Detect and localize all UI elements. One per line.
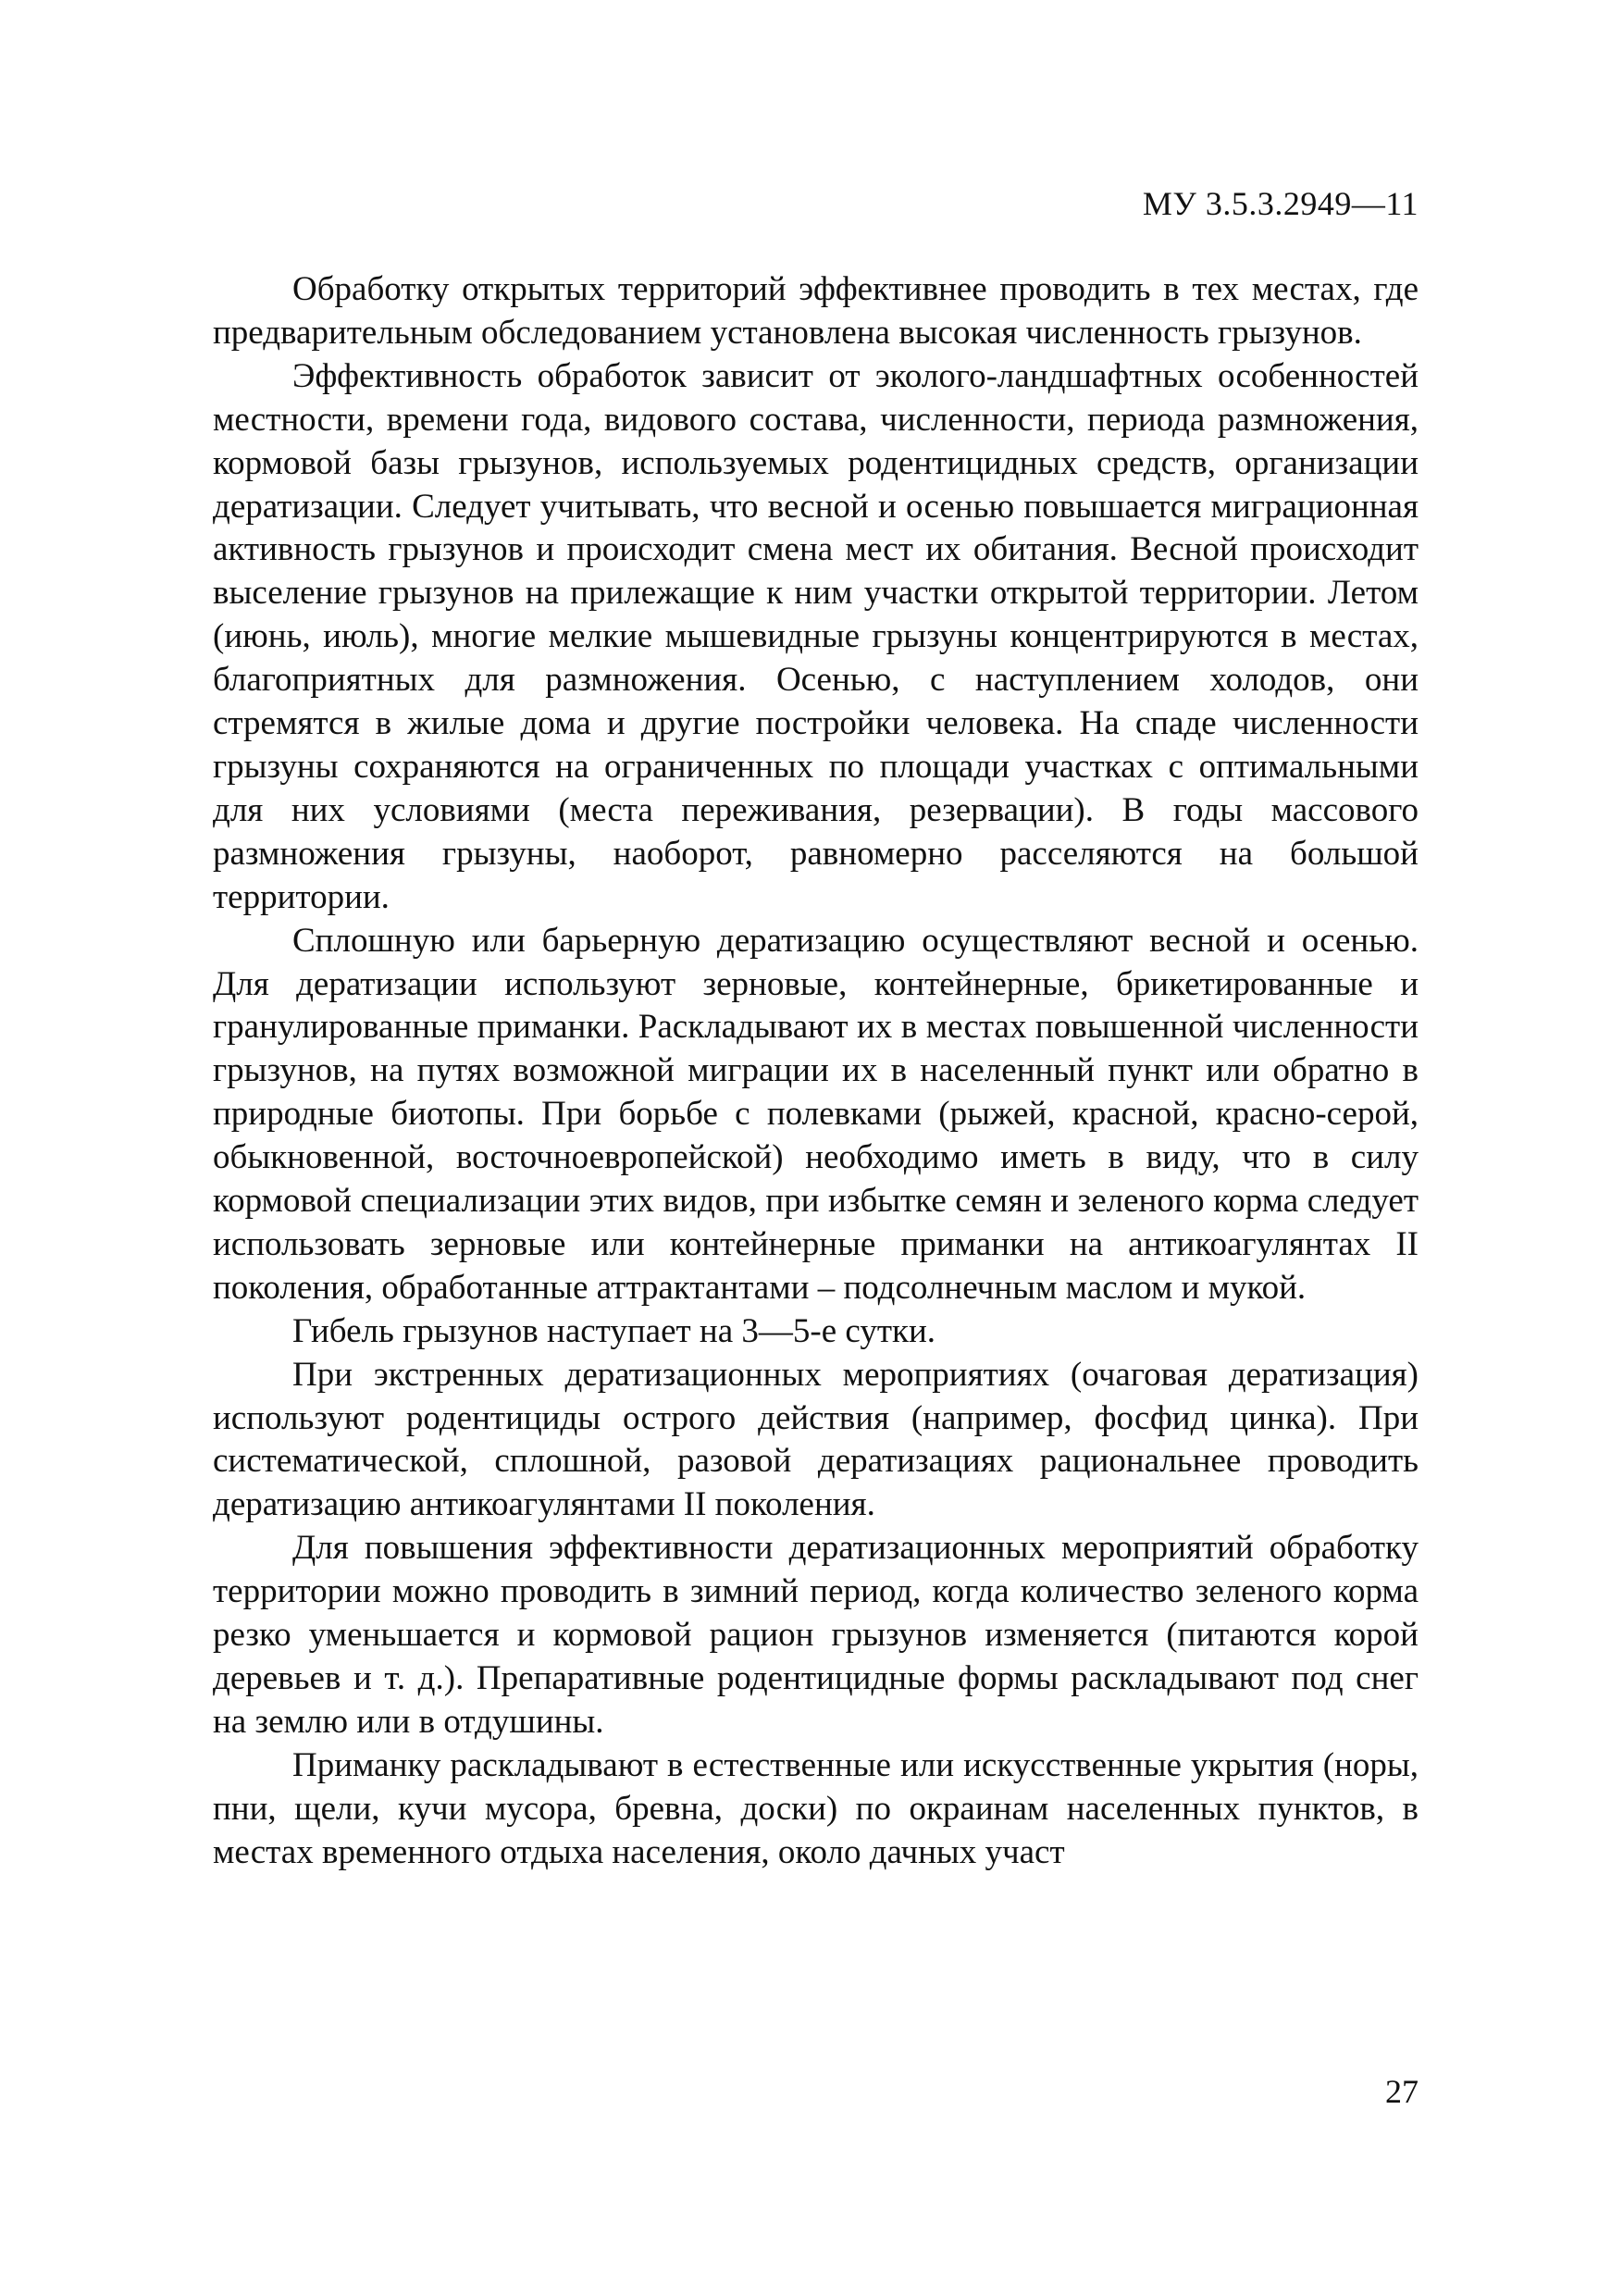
- paragraph-winter-treatment: Для повышения эффективности дератизационных мероприятий обработку территории можно проводить в зимний период, когда количество зеленого корма резко уменьшается и кормовой рацион грызунов изменяется (питаются корой деревьев и т. д.). Препаративные родентицидные формы раскладывают под снег на землю или в отдушины.: [213, 1529, 1419, 1741]
- paragraph-emergency-deratization: При экстренных дератизационных мероприятиях (очаговая дератизация) используют родентициды острого действия (например, фосфид цинка). При систематической, сплошной, разовой дератизациях рациональнее проводить дератизацию антикоагулянтами II поколения.: [213, 1355, 1419, 1524]
- paragraph-open-territories: Обработку открытых территорий эффективнее проводить в тех местах, где предварительным обследованием установлена высокая численность грызунов.: [213, 270, 1419, 352]
- paragraph-rodent-death: Гибель грызунов наступает на 3—5-е сутки.: [292, 1311, 936, 1350]
- paragraph-bait-placement: Приманку раскладывают в естественные или искусственные укрытия (норы, пни, щели, кучи мусора, бревна, доски) по окраинам населенных пунктов, в местах временного отдыха населения, около дачных участ: [213, 1745, 1419, 1871]
- page-number: 27: [1385, 2073, 1419, 2110]
- paragraph-barrier-deratization: Сплошную или барьерную дератизацию осуществляют весной и осенью. Для дератизации используют зерновые, контейнерные, брикетированные и гранулированные приманки. Раскладывают их в местах повышенной численности грызунов, на путях возможной миграции их в населенный пункт или обратно в природные биотопы. При борьбе с полевками (рыжей, красной, красно-серой, обыкновенной, восточноевропейской) необходимо иметь в виду, что в силу кормовой специализации этих видов, при избытке семян и зеленого корма следует использовать зерновые или контейнерные приманки на антикоагулянтах II поколения, обработанные аттрактантами – подсолнечным маслом и мукой.: [213, 921, 1419, 1307]
- document-code-header: МУ 3.5.3.2949—11: [1142, 185, 1419, 222]
- page-body: [213, 268, 1419, 1875]
- paragraph-treatment-efficiency: Эффективность обработок зависит от эколого-ландшафтных особенностей местности, времени года, видового состава, численности, периода размножения, кормовой базы грызунов, используемых родентицидных средств, организации дератизации. Следует учитывать, что весной и осенью повышается миграционная активность грызунов и происходит смена мест их обитания. Весной происходит выселение грызунов на прилежащие к ним участки открытой территории. Летом (июнь, июль), многие мелкие мышевидные грызуны концентрируются в местах, благоприятных для размножения. Осенью, с наступлением холодов, они стремятся в жилые дома и другие постройки человека. На спаде численности грызуны сохраняются на ограниченных по площади участках с оптимальными для них условиями (места переживания, резервации). В годы массового размножения грызуны, наоборот, равномерно расселяются на большой территории.: [213, 356, 1419, 916]
